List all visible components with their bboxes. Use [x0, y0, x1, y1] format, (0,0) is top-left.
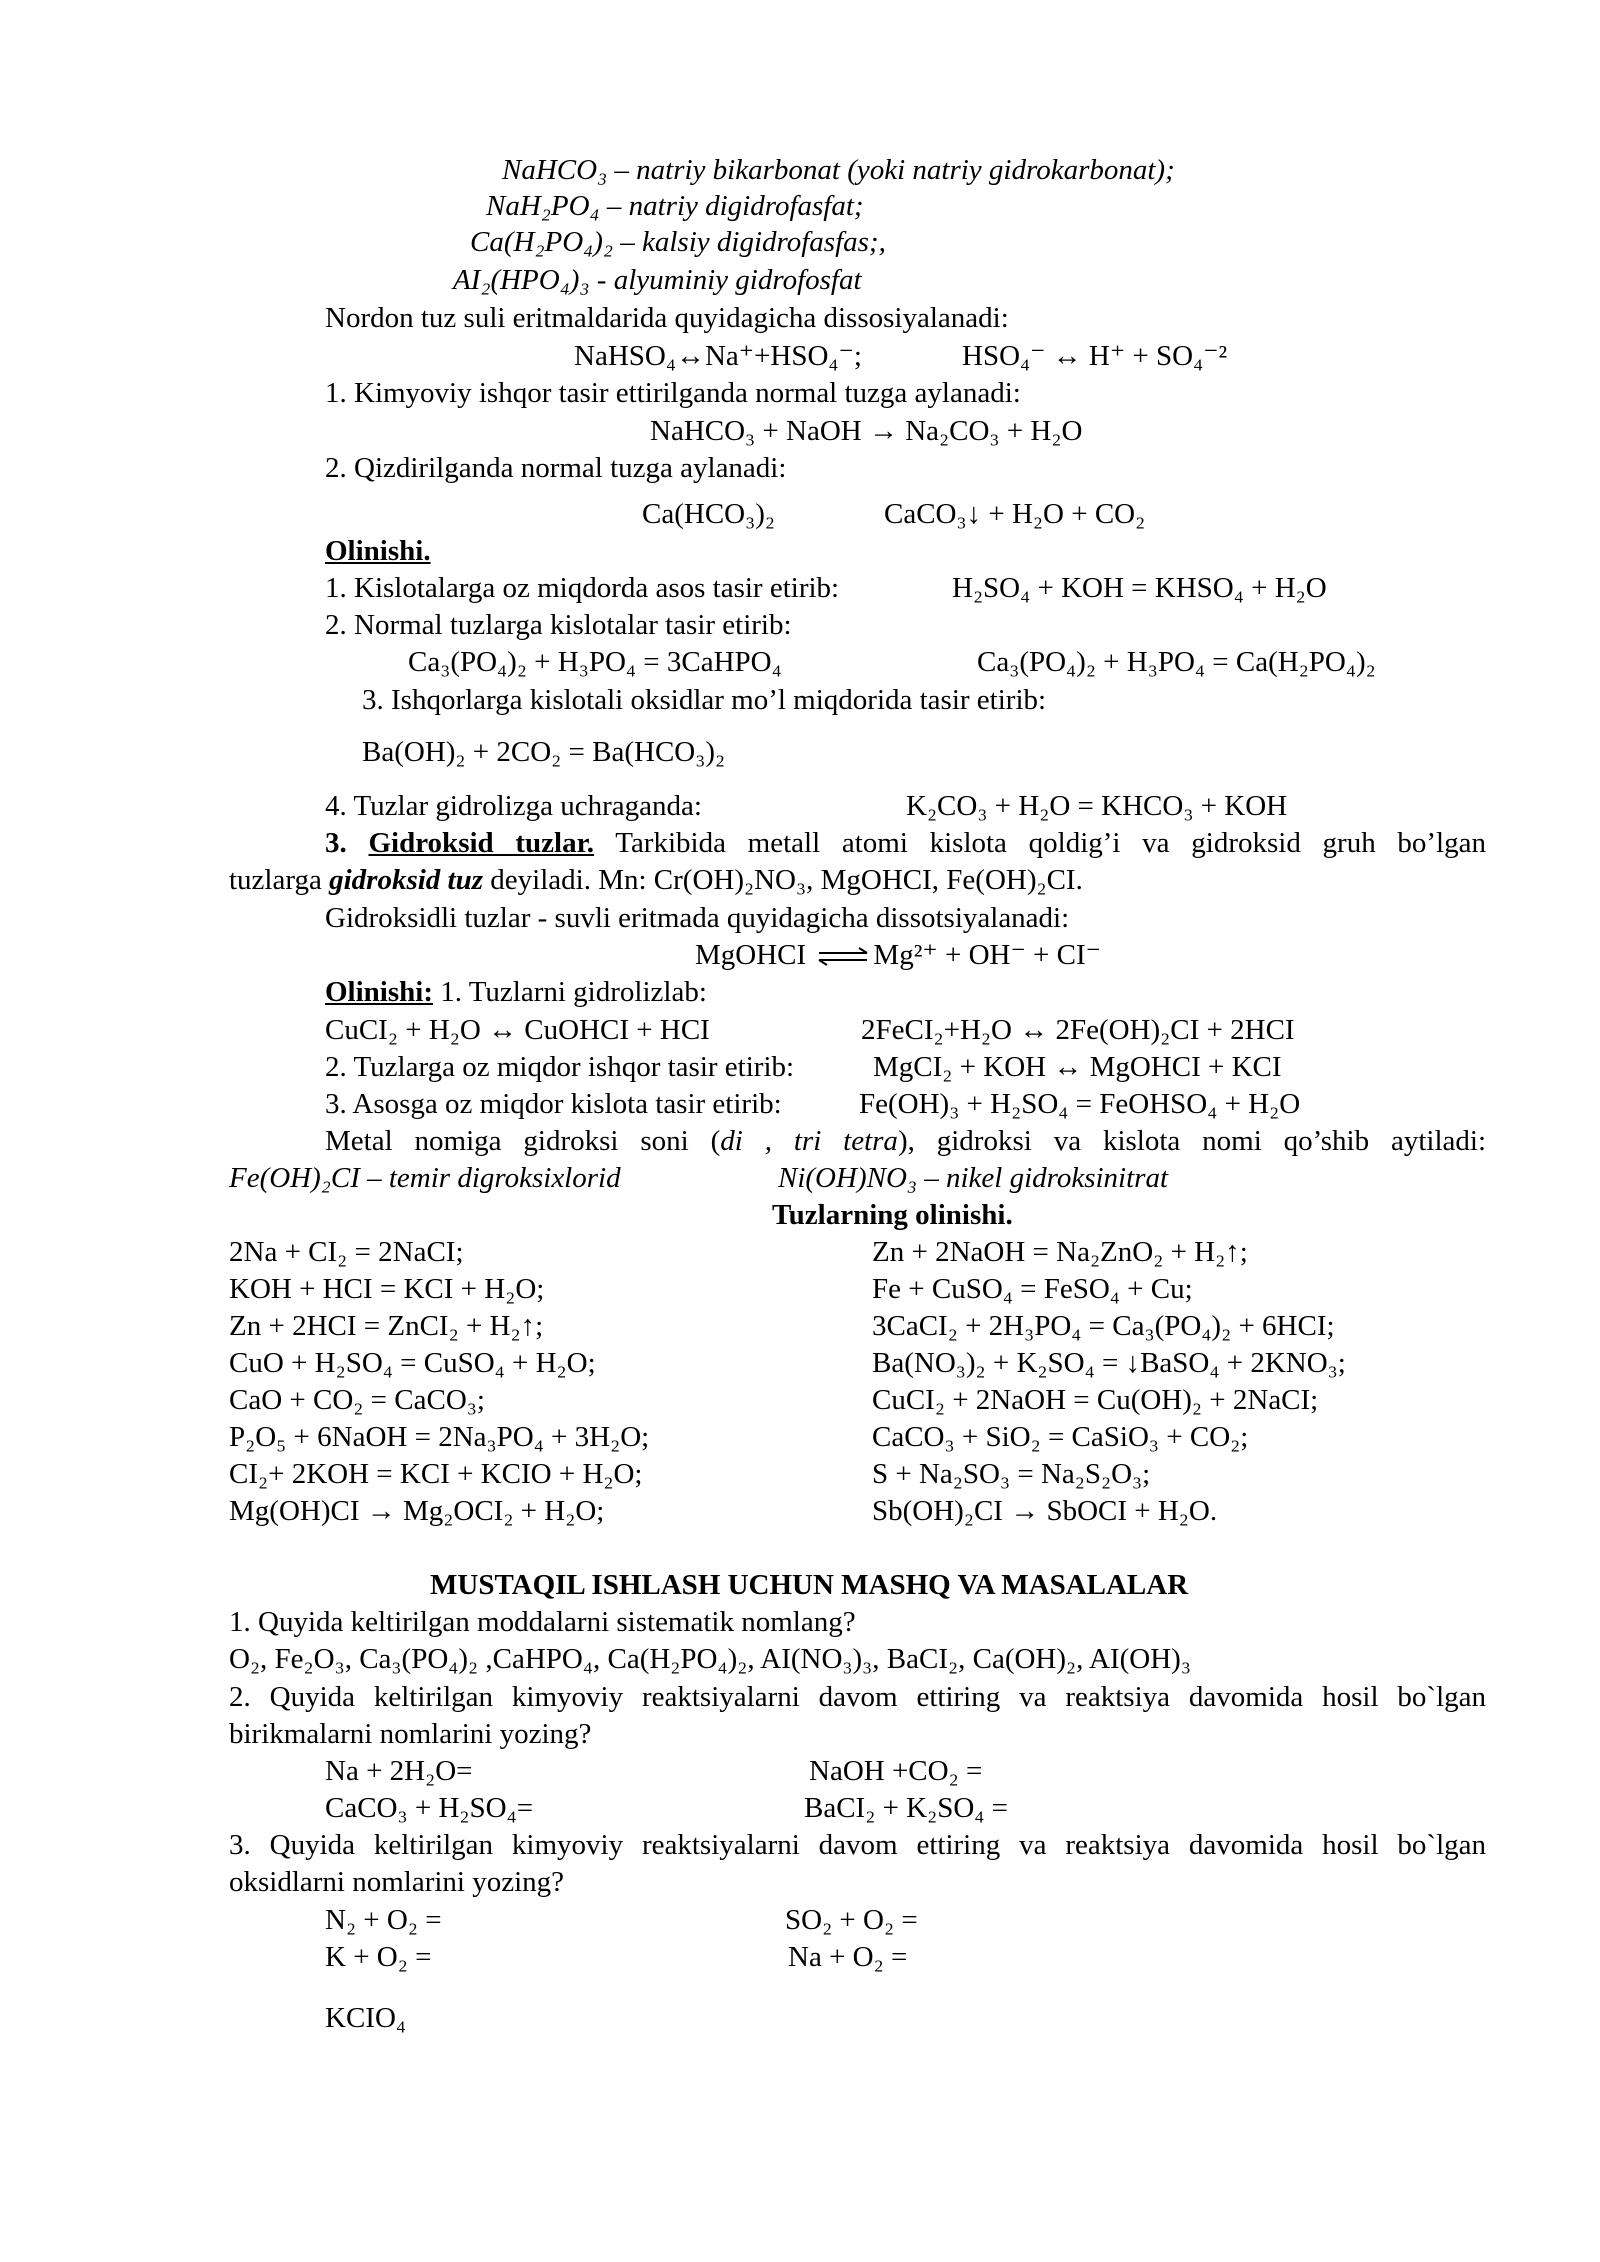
reaction-left-2: KOH + HCI = KCI + H₂O; — [229, 1273, 545, 1305]
reaction-left-1: 2Na + CI₂ = 2NaCI; — [229, 1236, 464, 1268]
hydroxy-diss-left: MgOHCI — [695, 939, 807, 971]
olinishi-2-equation-right: Ca₃(PO₄)₂ + H₃PO₄ = Ca(H₂PO₄)₂ — [977, 646, 1376, 678]
hydroxy-dissociation-intro: Gidroksidli tuzlar - suvli eritmada quyidagicha dissotsiyalanadi: — [325, 902, 1070, 934]
reversible-arrow-icon — [813, 947, 873, 967]
exercise-3-reaction-1-left: N₂ + O₂ = — [325, 1904, 442, 1936]
hydroxy-paragraph-line-2 — [229, 866, 1083, 895]
hydroxy-dissociation-equation — [695, 941, 1101, 970]
olinishi-1-text: 1. Kislotalarga oz miqdorda asos tasir etirib: — [325, 572, 840, 604]
hydroxy-olinishi-2-equation: MgCI₂ + KOH ↔ MgOHCI + KCI — [873, 1051, 1282, 1083]
hydroxy-olinishi-1-equation-right: 2FeCI₂+H₂O ↔ 2Fe(OH)₂CI + 2HCI — [861, 1014, 1295, 1046]
exercise-2-reaction-1-left: Na + 2H₂O= — [325, 1755, 473, 1787]
olinishi-3-equation: Ba(OH)₂ + 2CO₂ = Ba(HCO₃)₂ — [362, 736, 726, 768]
step-2-equation-right: CaCO₃↓ + H₂O + CO₂ — [884, 498, 1146, 530]
exercise-3-reaction-1-right: SO₂ + O₂ = — [785, 1904, 918, 1936]
exercise-2-reaction-1-right: NaOH +CO₂ = — [809, 1755, 983, 1787]
naming-example-2: Ni(OH)NO₃ – nikel gidroksinitrat — [778, 1162, 1169, 1194]
reaction-right-6: CaCO₃ + SiO₂ = CaSiO₃ + CO₂; — [872, 1421, 1249, 1453]
hydroxy-olinishi-1: 1. Tuzlarni gidrolizlab: — [433, 976, 707, 1008]
tuz-olinishi-heading: Tuzlarning olinishi. — [772, 1199, 1013, 1231]
reaction-right-5: CuCI₂ + 2NaOH = Cu(OH)₂ + 2NaCI; — [872, 1384, 1319, 1416]
reaction-left-4: CuO + H₂SO₄ = CuSO₄ + H₂O; — [229, 1347, 596, 1379]
naming-text-a2: di , tri tetra — [720, 1125, 898, 1157]
exercise-2-reaction-2-left: CaCO₃ + H₂SO₄= — [325, 1792, 534, 1824]
olinishi-2-equation-left: Ca₃(PO₄)₂ + H₃PO₄ = 3CaHPO₄ — [408, 646, 782, 678]
step-1-equation: NaHCO₃ + NaOH → Na₂CO₃ + H₂O — [650, 415, 1083, 447]
exercise-1: 1. Quyida keltirilgan moddalarni sistematik nomlang? — [229, 1606, 856, 1638]
hydroxy-olinishi-line — [325, 978, 707, 1007]
hydroxy-olinishi-2-text: 2. Tuzlarga oz miqdor ishqor tasir etirib: — [325, 1051, 795, 1083]
olinishi-4-equation: K₂CO₃ + H₂O = KHCO₃ + KOH — [906, 790, 1288, 822]
hydroxy-olinishi-heading: Olinishi: — [325, 976, 433, 1008]
exercise-2-line-2: birikmalarni nomlarini yozing? — [229, 1718, 592, 1750]
hydroxy-text-a: Tarkibida metall atomi kislota qoldig’i va gidroksid gruh bo’lgan — [615, 827, 1486, 859]
reaction-left-6: P₂O₅ + 6NaOH = 2Na₃PO₄ + 3H₂O; — [229, 1421, 650, 1453]
naming-example-1: Fe(OH)₂CI – temir digroksixlorid — [229, 1162, 621, 1194]
olinishi-heading: Olinishi. — [325, 535, 431, 567]
hydroxy-heading-number: 3. — [325, 827, 347, 859]
exercises-heading: MUSTAQIL ISHLASH UCHUN MASHQ VA MASALALAR — [430, 1569, 1189, 1601]
step-2-equation-left: Ca(HCO₃)₂ — [642, 498, 775, 530]
hydroxy-olinishi-3-equation: Fe(OH)₃ + H₂SO₄ = FeOHSO₄ + H₂O — [859, 1088, 1301, 1120]
exercise-3-last: KCIO₄ — [325, 2002, 406, 2034]
olinishi-1-equation: H₂SO₄ + KOH = KHSO₄ + H₂O — [952, 572, 1327, 604]
salt-name-2: NaH₂PO₄ – natriy digidrofasfat; — [486, 190, 864, 222]
dissociation-equation-1: NaHSO₄↔Na⁺+HSO₄⁻; — [574, 340, 862, 372]
exercise-2-line-1: 2. Quyida keltirilgan kimyoviy reaktsiyalarni davom ettiring va reaktsiya davomida hosil bo`lgan — [229, 1681, 1486, 1713]
reaction-left-8: Mg(OH)CI → Mg₂OCI₂ + H₂O; — [229, 1495, 605, 1527]
reaction-right-2: Fe + CuSO₄ = FeSO₄ + Cu; — [872, 1273, 1193, 1305]
hydroxy-paragraph-line-1 — [325, 829, 1486, 858]
hydroxy-text-b2: deyiladi. Mn: Cr(OH)₂NO₃, MgOHCI, Fe(OH)₂CI. — [483, 864, 1083, 896]
olinishi-2-text: 2. Normal tuzlarga kislotalar tasir etirib: — [325, 609, 792, 641]
naming-text-a3: ), gidroksi va kislota nomi qo’shib aytiladi: — [897, 1125, 1487, 1157]
dissociation-equation-2: HSO₄⁻ ↔ H⁺ + SO₄⁻² — [962, 340, 1228, 372]
naming-text-a1: Metal nomiga gidroksi soni ( — [325, 1125, 721, 1157]
reaction-right-8: Sb(OH)₂CI → SbOCI + H₂O. — [872, 1495, 1218, 1527]
reaction-left-7: CI₂+ 2KOH = KCI + KCIO + H₂O; — [229, 1458, 643, 1490]
naming-rule-line — [325, 1127, 1486, 1156]
salt-name-3: Ca(H₂PO₄)₂ – kalsiy digidrofasfas;, — [470, 226, 886, 258]
salt-name-1: NaHCO₃ – natriy bikarbonat (yoki natriy gidrokarbonat); — [502, 154, 1175, 186]
exercise-3-reaction-2-right: Na + O₂ = — [788, 1941, 908, 1973]
exercise-2-reaction-2-right: BaCI₂ + K₂SO₄ = — [804, 1792, 1009, 1824]
hydroxy-heading: Gidroksid tuzlar. — [368, 827, 595, 859]
reaction-right-7: S + Na₂SO₃ = Na₂S₂O₃; — [872, 1458, 1151, 1490]
hydroxy-text-b1: tuzlarga — [229, 864, 330, 896]
hydroxy-diss-right: Mg²⁺ + OH⁻ + CI⁻ — [873, 939, 1101, 971]
olinishi-4-text: 4. Tuzlar gidrolizga uchraganda: — [325, 790, 702, 822]
step-2-text: 2. Qizdirilganda normal tuzga aylanadi: — [325, 452, 787, 484]
exercise-1-list: O₂, Fe₂O₃, Ca₃(PO₄)₂ ,CaHPO₄, Ca(H₂PO₄)₂, AI(NO₃)₃, BaCI₂, Ca(OH)₂, AI(OH)₃ — [229, 1643, 1191, 1675]
salt-name-4: AI₂(HPO₄)₃ - alyuminiy gidrofosfat — [453, 264, 862, 296]
olinishi-3-text: 3. Ishqorlarga kislotali oksidlar mo’l miqdorida tasir etirib: — [362, 684, 1047, 716]
reaction-right-3: 3CaCI₂ + 2H₃PO₄ = Ca₃(PO₄)₂ + 6HCI; — [872, 1310, 1335, 1342]
reaction-left-3: Zn + 2HCI = ZnCI₂ + H₂↑; — [229, 1310, 544, 1342]
exercise-3-line-1: 3. Quyida keltirilgan kimyoviy reaktsiyalarni davom ettiring va reaktsiya davomida hosil bo`lgan — [229, 1829, 1486, 1861]
exercise-3-line-2: oksidlarni nomlarini yozing? — [229, 1866, 565, 1898]
reaction-left-5: CaO + CO₂ = CaCO₃; — [229, 1384, 485, 1416]
step-1-text: 1. Kimyoviy ishqor tasir ettirilganda normal tuzga aylanadi: — [325, 377, 1021, 409]
hydroxy-olinishi-3-text: 3. Asosga oz miqdor kislota tasir etirib: — [325, 1088, 782, 1120]
reaction-right-1: Zn + 2NaOH = Na₂ZnO₂ + H₂↑; — [872, 1236, 1248, 1268]
dissociation-intro: Nordon tuz suli eritmaldarida quyidagicha dissosiyalanadi: — [325, 302, 1009, 334]
exercise-3-reaction-2-left: K + O₂ = — [325, 1941, 432, 1973]
hydroxy-term: gidroksid tuz — [329, 864, 484, 896]
reaction-right-4: Ba(NO₃)₂ + K₂SO₄ = ↓BaSO₄ + 2KNO₃; — [872, 1347, 1346, 1379]
hydroxy-olinishi-1-equation-left: CuCI₂ + H₂O ↔ CuOHCI + HCI — [325, 1014, 710, 1046]
